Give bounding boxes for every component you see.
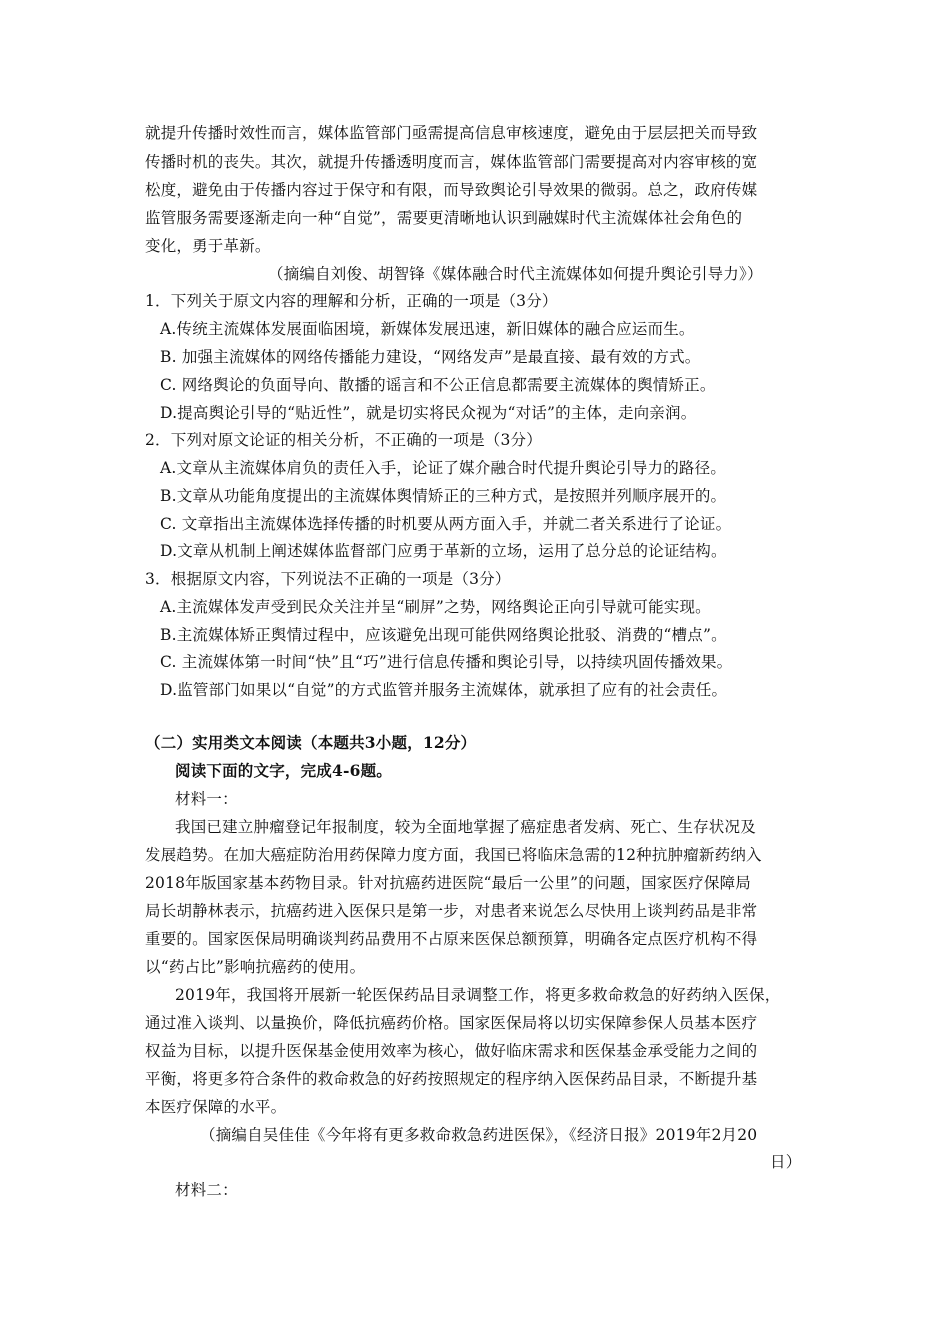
question-option: A.主流媒体发声受到民众关注并呈“刷屏”之势，网络舆论正向引导就可能实现。 [160,598,711,616]
passage-line: 传播时机的丧失。其次，就提升传播透明度而言，媒体监管部门需要提高对内容审核的宽 [145,153,758,171]
question-option: C. 文章指出主流媒体选择传播的时机要从两方面入手，并就二者关系进行了论证。 [160,515,732,533]
material-1-line: 我国已建立肿瘤登记年报制度，较为全面地掌握了癌症患者发病、死亡、生存状况及 [175,818,756,836]
question-stem: 2．下列对原文论证的相关分析，不正确的一项是（3分） [145,431,542,449]
section-heading: （二）实用类文本阅读（本题共3小题，12分） [145,733,477,752]
question-option: B. 加强主流媒体的网络传播能力建设，“网络发声”是最直接、最有效的方式。 [160,348,701,366]
material-1-line: 本医疗保障的水平。 [145,1098,287,1116]
material-1-line: 发展趋势。在加大癌症防治用药保障力度方面，我国已将临床急需的12种抗肿瘤新药纳入 [145,846,762,864]
material-2-label: 材料二： [175,1181,238,1199]
question-option: D.文章从机制上阐述媒体监督部门应勇于革新的立场，运用了总分总的论证结构。 [160,542,727,560]
passage-line: 松度，避免由于传播内容过于保守和有限，而导致舆论引导效果的微弱。总之，政府传媒 [145,181,758,199]
passage-line: 变化，勇于革新。 [145,237,271,255]
section-instruction: 阅读下面的文字，完成4-6题。 [175,761,393,780]
passage-line: 监管服务需要逐渐走向一种“自觉”，需要更清晰地认识到融媒时代主流媒体社会角色的 [145,209,743,227]
question-stem: 3．根据原文内容，下列说法不正确的一项是（3分） [145,570,511,588]
material-1-source: 日） [770,1153,802,1171]
material-1-line: 通过准入谈判、以量换价，降低抗癌药价格。国家医保局将以切实保障参保人员基本医疗 [145,1014,758,1032]
question-option: C. 主流媒体第一时间“快”且“巧”进行信息传播和舆论引导，以持续巩固传播效果。 [160,653,733,671]
material-1-line: 局长胡静林表示，抗癌药进入医保只是第一步，对患者来说怎么尽快用上谈判药品是非常 [145,902,758,920]
material-1-line: 平衡，将更多符合条件的救命救急的好药按照规定的程序纳入医保药品目录，不断提升基 [145,1070,758,1088]
question-option: C. 网络舆论的负面导向、散播的谣言和不公正信息都需要主流媒体的舆情矫正。 [160,376,716,394]
question-option: B.主流媒体矫正舆情过程中，应该避免出现可能供网络舆论批驳、消费的“槽点”。 [160,626,727,644]
material-1-line: 2019年，我国将开展新一轮医保药品目录调整工作，将更多救命救急的好药纳入医保， [175,986,781,1004]
question-option: D.提高舆论引导的“贴近性”，就是切实将民众视为“对话”的主体，走向亲润。 [160,404,697,422]
material-1-source: （摘编自吴佳佳《今年将有更多救命救急药进医保》，《经济日报》2019年2月20 [200,1126,758,1144]
question-option: D.监管部门如果以“自觉”的方式监管并服务主流媒体，就承担了应有的社会责任。 [160,681,728,699]
question-stem: 1．下列关于原文内容的理解和分析，正确的一项是（3分） [145,292,558,310]
passage-source: （摘编自刘俊、胡智锋《媒体融合时代主流媒体如何提升舆论引导力》） [268,265,763,283]
material-1-label: 材料一： [175,790,238,808]
material-1-line: 权益为目标，以提升医保基金使用效率为核心，做好临床需求和医保基金承受能力之间的 [145,1042,758,1060]
question-option: A.传统主流媒体发展面临困境，新媒体发展迅速，新旧媒体的融合应运而生。 [160,320,695,338]
material-1-line: 以“药占比”影响抗癌药的使用。 [145,958,366,976]
question-option: A.文章从主流媒体肩负的责任入手，论证了媒介融合时代提升舆论引导力的路径。 [160,459,727,477]
question-option: B.文章从功能角度提出的主流媒体舆情矫正的三种方式，是按照并列顺序展开的。 [160,487,727,505]
passage-line: 就提升传播时效性而言，媒体监管部门亟需提高信息审核速度，避免由于层层把关而导致 [145,124,758,142]
material-1-line: 重要的。国家医保局明确谈判药品费用不占原来医保总额预算，明确各定点医疗机构不得 [145,930,758,948]
material-1-line: 2018年版国家基本药物目录。针对抗癌药进医院“最后一公里”的问题，国家医疗保障局 [145,874,751,892]
